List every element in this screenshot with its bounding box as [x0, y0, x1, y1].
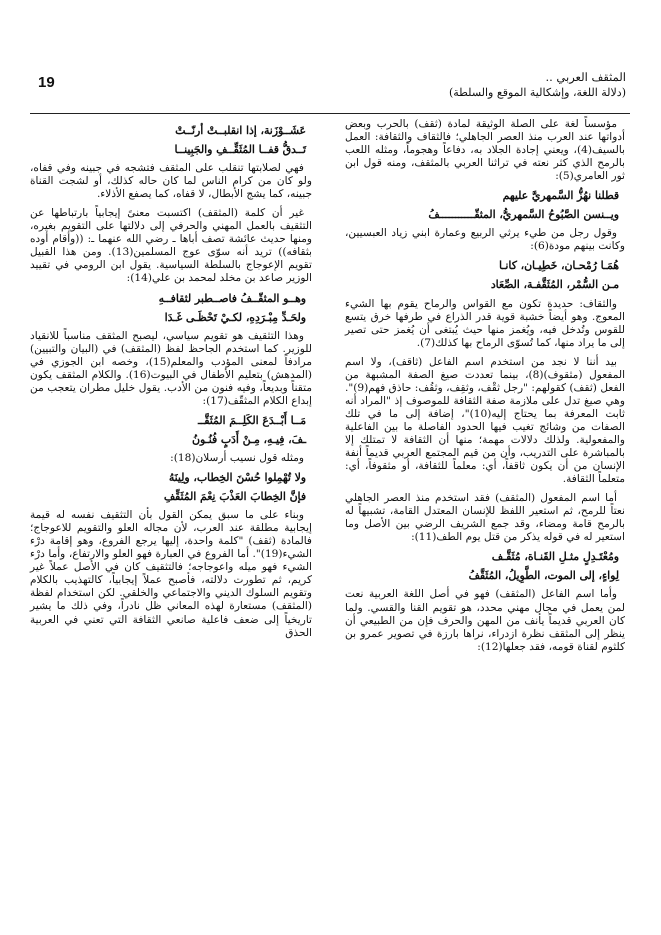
verse-line: ويــنسن الصَّبُوحُ السَّمهريُّ، المثقّـــــــــــفُ: [428, 208, 619, 222]
verse-line: مـن السُّمْر، المُثَقَّفـة، الصِّعَاد: [490, 278, 619, 292]
paragraph: بيد أننا لا نجد من استخدم اسم الفاعل (ثاقف)، ولا اسم المفعول (مثقوف)(8)، بينما تعددت صيغ الصفة المشبهة من الفعل (ثقف) كقولهم: "رجل ثقْف، وثقِف، وثقُف: حاذق فهم(9)". وهي صيغ تدل على ملازمة صفة الثقافة للموصوف إذ "المراد أنه ثابت المعرفة بما يحتاج إليه(10)"، إضافة إلى ما في تلك الصفات من وشائج تغيب فيها الحدود الفاصلة ما بين الفاعلية والمفعولية. ولذلك دلالات مهمة؛ منها أن الثقافة لا تمتلك إلا بالمباشرة على التدريب، وأن من قيم المجتمع العربي قديماً أنفة الإنسان من أن يكون ثاقفاً، أي: معلماً للثقافة، أو مثقوفاً، أي: متعلماً الثقافة.: [345, 355, 626, 486]
paragraph: والثقاف: حديدة تكون مع القواس والرماح يقوم بها الشيء المعوج. وهو أيضاً خشبة قوية قدر الذراع في طرفها خرق يتسع للقوس وتُدخل فيه، ويُغمز منها حيث يُبتغى أن يُغمز حتى تصير إلى ما يراد منها، كما تُسوّى الرماح بها كذلك(7).: [345, 297, 625, 349]
running-subtitle: (دلالة اللغة، وإشكالية الموقع والسلطة): [448, 86, 626, 99]
verse-line: لِواءٍ، إلى الموت، الطَّوِيلُ، المُثَقَّفُ: [468, 569, 619, 583]
paragraph: فهي لصلابتها تنقلب على المثقف فتشجه في جبينه وفي قفاه، ولو كان من كرام الناس لما كان حاله كذلك، أو لشجت القناة جبينه، كما يشج الأبطال، لا قفاه، كما يصفع الأذلاء.: [30, 162, 312, 201]
paragraph: ومثله قول نسيب أرسلان(18):: [170, 451, 304, 464]
verse-line: وهــو المثقّــفُ فاصــطبر لثقافــهِ: [158, 291, 306, 305]
verse-line: ولا تُهْمِلوا حُسْنَ الخِطاب، ولِينَهُ: [168, 471, 306, 485]
paragraph: وهذا التثقيف هو تقويم سياسي، ليصبح المثقف مناسباً للانقياد للوزير. كما استخدم الجاحظ لفظ (المثقف) في (البيان والتبيين) مرادفاً لمعنى المؤدب والمعلم(15)، وخصه ابن الجوزي في (المدهش) بتعليم الأطفال في البيوت(16). والكلام المثقف يكون متقناً وبديعاً، وفيه فنون من الأدب. يقول خليل مطران يتعجب من إبداع الكلام المثقّف(17):: [30, 329, 312, 407]
left-text-column: [30, 118, 312, 646]
paragraph: وقول رجل من طيء يرثي الربيع وعمارة ابني زياد العبسيين، وكانت بينهم مودة(6):: [345, 227, 625, 253]
verse-line: ـفَ، فِيـهِ، مِـنْ أَدَبٍ فُنُـونُ: [192, 432, 306, 446]
verse-line: ولحَـدِّ مِبْـرَدِهِ، لكـيْ تَحْظَـى غَـدَا: [164, 310, 306, 324]
running-title: المثقف العربي ..: [545, 70, 626, 84]
header-rule: [30, 113, 630, 114]
page-number: 19: [38, 74, 55, 91]
verse-line: عَشَــوْزَنة، إذا انقلبــتْ أرنّــتْ: [175, 124, 306, 137]
verse-line: قطلنا نهُزُّ السَّمهريَّ عليهم: [502, 189, 619, 203]
verse-line: هُمَـا رُمْحـان، خَطِيـان، كانـا: [498, 259, 619, 273]
paragraph: وأما اسم الفاعل (المثقف) فهو في أصل اللغة العربية نعت لمن يعمل في مجال مهني محدد، هو تقويم القنا والقسي. ولما كان العربي قديماً يأنف من المهن والحرف فإن من الطبيعي أن ينظر إلى المثقف نظرة ازدراء، نراها بارزة في تصوير عمرو بن كلثوم لقناة قومه، فقد جعلها(12):: [345, 588, 625, 653]
paragraph: أما اسم المفعول (المثقف) فقد استخدم منذ العصر الجاهلي نعتاً للرمح، ثم استعير اللفظ للإنسان المعتدل القامة، تشبيهاً له بالرمح قامة ومضاء، وقد جمع الشريف الرضي بين الأصل وما استعير له في قوله يذكر من قتل يوم الطف(11):: [345, 492, 625, 544]
paragraph: غير أن كلمة (المثقف) اكتسبت معنىً إيجابياً بارتباطها عن التثقيف بالعمل المهني والحرفي إلى دلالتها على التقويم بغيره، ومنها حديث عائشة تصف أباها ـ رضي الله عنهما ـ: ((وأقام أوده بثقافه)) تريد أنه سوّى عوج المسلمين(13). ومن هذا القبيل تقويم الإعوجاج بالسلطة السياسية. يقول ابن الرومي في تقييد الوزير صاعد بن مخلد لمحمد بن علي(14):: [30, 207, 313, 285]
verse-line: فإنَّ الخِطابَ العَذْبَ نِعْمَ المُثَقِّفِ: [163, 490, 306, 504]
verse-line: مَــا أَبْــدَعَ الكَلِــمَ المُثَقَّــ: [197, 413, 306, 427]
verse-line: ومُعْتَـدِلٍ مثـلِ القَنـاة، مُثَقَّـف: [491, 550, 619, 564]
paragraph: وبناء على ما سبق يمكن القول بأن التثقيف نفسه له قيمة إيجابية مطلقة عند العرب، لأن مجاله العلو والتقويم للاعوجاج؛ فالمادة (ثقف) "كلمة واحدة، إليها يرجع الفروع، وهو إقامة درْء الشيء(19)". أما الفروع في العبارة فهو العلو والارتفاع، وأما درْء الشيء فهو ميله واعوجاجه؛ فالتثقيف كان في الأصل عملاً غير كريم، ثم تطورت دلالته، فأصبح عملاً إيجابياً، كالتهذيب بالكلام وتقويم السلوك الديني والاجتماعي والخلقي. لكن استخدام لفظة (المثقف) مستعارة لهذه المعاني ظل نادراً، وفي ذلك ما يشير تاريخياً إلى ضعف فاعلية صانعي الثقافة التي تعني في العربية الحذق: [30, 509, 312, 639]
verse-line: تَــدقُّ قفــا المُثَقِّــفِ والجَبِينــا: [174, 143, 306, 157]
right-text-column: [345, 118, 625, 660]
page-header: [30, 68, 630, 114]
paragraph: مؤسساً لغة على الصلة الوثيقة لمادة (ثقف) بالحرب وبعض أدواتها عند العرب منذ العصر الجاهلي؛ فالثقاف والثقافة: العمل بالسيف(4)، ويعني إجادة الجلاد به، دفاعاً وهجوماً، ومثله اللعب بالرمح الذي كثر نعته في تراثنا العربي بالمثقف، ومنه قول ابن ثور العامري(5):: [345, 118, 625, 183]
